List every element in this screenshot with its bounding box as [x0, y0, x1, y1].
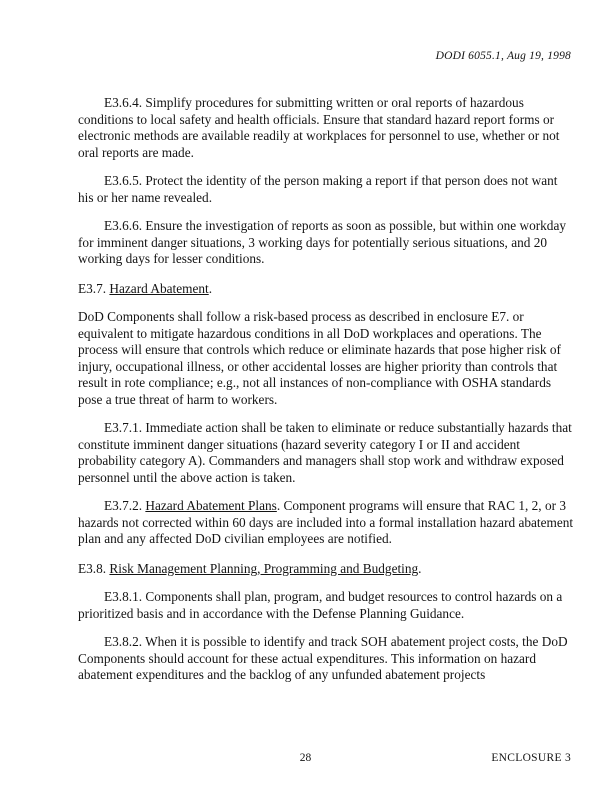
section-heading-e3-8: [78, 561, 574, 578]
paragraph-e3-6-4: [78, 95, 574, 161]
enclosure-label: ENCLOSURE 3: [491, 752, 571, 764]
paragraph-number: E3.7.2.: [104, 498, 146, 513]
paragraph-text: E3.7.1. Immediate action shall be taken to eliminate or reduce substantially hazards that constitute imminent danger situations (hazard severity category I or II and accident probability category A). Commanders and managers shall stop work and withdraw exposed personnel until the above action is taken.: [78, 420, 572, 485]
paragraph-subtitle: Hazard Abatement Plans: [145, 498, 277, 513]
section-title-period: .: [418, 560, 422, 576]
document-id: DODI 6055.1, Aug 19, 1998: [435, 50, 571, 62]
page-header: [436, 50, 571, 62]
paragraph-e3-8-2: [78, 634, 574, 684]
section-heading-e3-7: [78, 281, 574, 298]
section-title-period: .: [208, 280, 213, 296]
paragraph-text: E3.8.2. When it is possible to identify and track SOH abatement project costs, the DoD Components should account for these actual expenditures. This information on hazard abatement expenditures and the backlog of any unfunded abatement projects: [78, 634, 568, 682]
paragraph-text: E3.8.1. Components shall plan, program, and budget resources to control hazards on a prioritized basis and in accordance with the Defense Planning Guidance.: [78, 589, 563, 621]
paragraph-text: DoD Components shall follow a risk-based process as described in enclosure E7. or equivalent to mitigate hazardous conditions in all DoD workplaces and operations. The process will ensure that controls which reduce or eliminate hazards that pose higher risk of injury, occupational illness, or other accidental losses are higher priority than controls that result in rote compliance; e.g., not all instances of non-compliance with OSHA standards pose a true threat of harm to workers.: [78, 309, 561, 407]
paragraph-text: . Component programs will ensure that RAC 1, 2, or 3 hazards not corrected within 60 days are included into a formal installation hazard abatement plan and any affected DoD civilian employees are notified.: [78, 498, 574, 546]
paragraph-e3-7-1: [78, 420, 574, 486]
paragraph-text: E3.6.5. Protect the identity of the person making a report if that person does not want his or her name revealed.: [78, 173, 558, 205]
paragraph-e3-7-body: [78, 309, 574, 408]
section-number: E3.7.: [78, 280, 110, 296]
paragraph-text: E3.6.6. Ensure the investigation of reports as soon as possible, but within one workday for imminent danger situations, 3 working days for potentially serious situations, and 20 working days for lesser conditions.: [78, 218, 566, 266]
paragraph-e3-8-1: [78, 589, 574, 622]
page-number: 28: [299, 752, 312, 764]
paragraph-text: E3.6.4. Simplify procedures for submitting written or oral reports of hazardous conditions to local safety and health officials. Ensure that standard hazard report forms or electronic methods are available readily at workplaces for personnel to use, whether or not oral reports are made.: [78, 95, 560, 160]
section-number: E3.8.: [78, 560, 110, 576]
paragraph-e3-6-5: [78, 173, 574, 206]
paragraph-e3-7-2: [78, 498, 574, 548]
document-body: [78, 95, 574, 696]
section-title: Risk Management Planning, Programming and Budgeting: [109, 560, 419, 576]
page-footer: [0, 752, 611, 768]
section-title: Hazard Abatement: [109, 280, 209, 296]
paragraph-e3-6-6: [78, 218, 574, 268]
